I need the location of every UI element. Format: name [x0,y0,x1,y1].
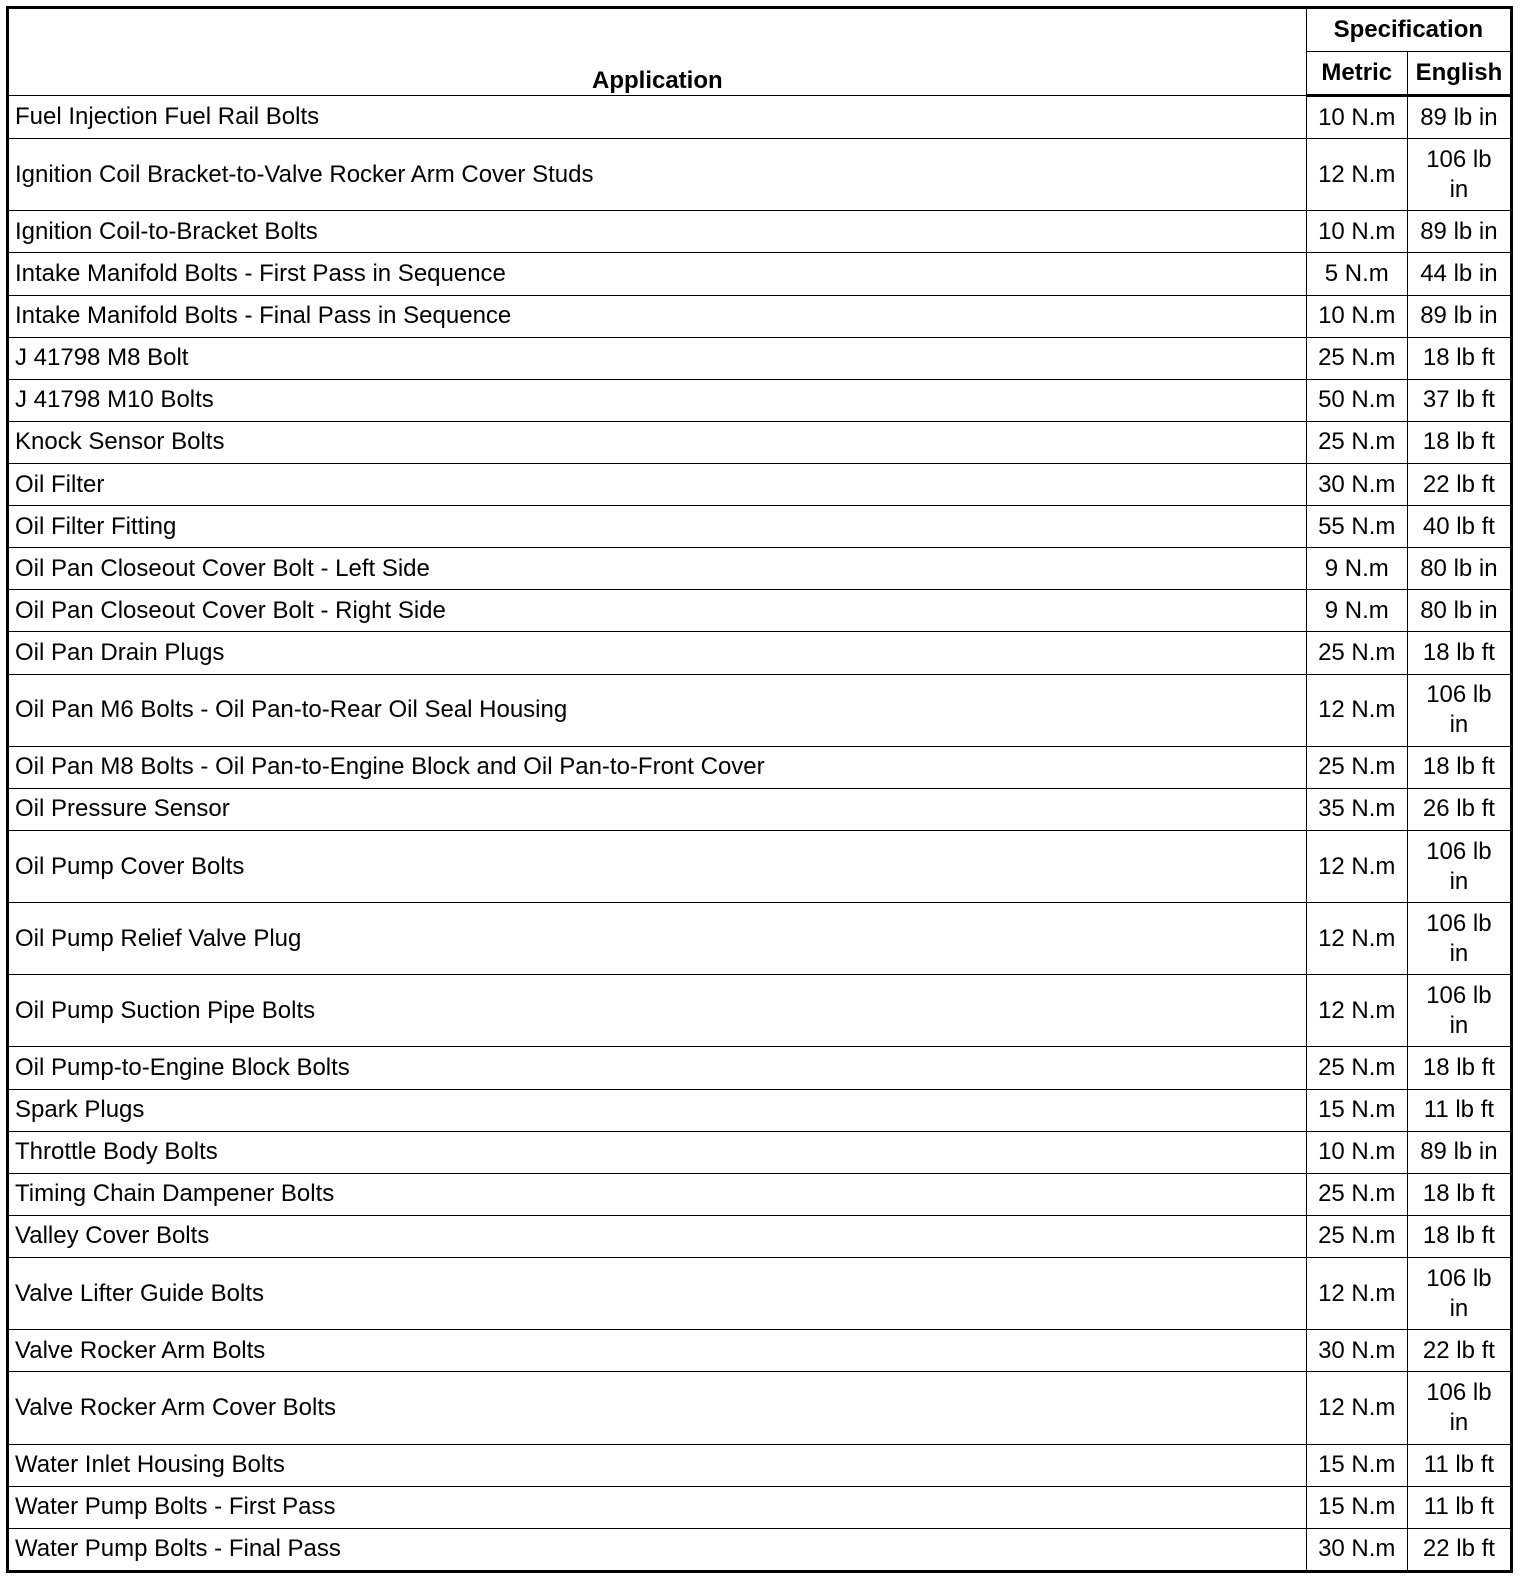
english-cell: 11 lb ft [1407,1089,1511,1131]
metric-cell: 12 N.m [1306,830,1407,902]
application-cell: Water Inlet Housing Bolts [8,1444,1307,1486]
english-cell: 44 lb in [1407,253,1511,295]
metric-cell: 10 N.m [1306,211,1407,253]
english-cell: 18 lb ft [1407,746,1511,788]
table-row [8,506,1512,548]
application-header: Application [8,8,1307,96]
application-cell: Oil Filter [8,463,1307,505]
metric-cell: 10 N.m [1306,1131,1407,1173]
english-header: English [1407,52,1511,96]
table-row [8,1330,1512,1372]
metric-cell: 25 N.m [1306,1173,1407,1215]
application-cell: Valve Lifter Guide Bolts [8,1258,1307,1330]
metric-cell: 10 N.m [1306,295,1407,337]
english-cell: 80 lb in [1407,548,1511,590]
torque-spec-table [6,6,1513,1573]
application-cell: Oil Pan M6 Bolts - Oil Pan-to-Rear Oil Seal Housing [8,674,1307,746]
application-cell: Oil Pan Drain Plugs [8,632,1307,674]
application-cell: Knock Sensor Bolts [8,421,1307,463]
english-cell: 22 lb ft [1407,1330,1511,1372]
application-cell: Oil Pan M8 Bolts - Oil Pan-to-Engine Block and Oil Pan-to-Front Cover [8,746,1307,788]
table-row [8,96,1512,139]
metric-cell: 12 N.m [1306,1258,1407,1330]
application-cell: Oil Pan Closeout Cover Bolt - Right Side [8,590,1307,632]
metric-cell: 30 N.m [1306,1330,1407,1372]
table-row [8,139,1512,211]
metric-cell: 25 N.m [1306,421,1407,463]
english-cell: 18 lb ft [1407,1047,1511,1089]
metric-cell: 9 N.m [1306,548,1407,590]
english-cell: 106 lb in [1407,1372,1511,1444]
application-cell: Oil Pump-to-Engine Block Bolts [8,1047,1307,1089]
english-cell: 89 lb in [1407,96,1511,139]
metric-cell: 15 N.m [1306,1486,1407,1528]
english-cell: 106 lb in [1407,903,1511,975]
english-cell: 18 lb ft [1407,632,1511,674]
application-cell: Spark Plugs [8,1089,1307,1131]
metric-cell: 55 N.m [1306,506,1407,548]
metric-cell: 30 N.m [1306,463,1407,505]
application-cell: Oil Pressure Sensor [8,788,1307,830]
table-row [8,788,1512,830]
application-cell: Water Pump Bolts - First Pass [8,1486,1307,1528]
metric-cell: 9 N.m [1306,590,1407,632]
application-cell: Valley Cover Bolts [8,1215,1307,1257]
application-cell: Oil Pump Suction Pipe Bolts [8,975,1307,1047]
table-row [8,674,1512,746]
table-row [8,1089,1512,1131]
application-cell: Oil Pump Relief Valve Plug [8,903,1307,975]
application-cell: J 41798 M10 Bolts [8,379,1307,421]
english-cell: 106 lb in [1407,139,1511,211]
english-cell: 80 lb in [1407,590,1511,632]
table-row [8,253,1512,295]
english-cell: 40 lb ft [1407,506,1511,548]
metric-cell: 15 N.m [1306,1444,1407,1486]
application-cell: Valve Rocker Arm Cover Bolts [8,1372,1307,1444]
application-cell: Oil Pan Closeout Cover Bolt - Left Side [8,548,1307,590]
english-cell: 11 lb ft [1407,1486,1511,1528]
english-cell: 18 lb ft [1407,1215,1511,1257]
table-row [8,903,1512,975]
table-row [8,211,1512,253]
english-cell: 89 lb in [1407,211,1511,253]
application-cell: Water Pump Bolts - Final Pass [8,1528,1307,1571]
metric-cell: 12 N.m [1306,139,1407,211]
english-cell: 37 lb ft [1407,379,1511,421]
table-row [8,590,1512,632]
metric-cell: 50 N.m [1306,379,1407,421]
english-cell: 106 lb in [1407,1258,1511,1330]
english-cell: 18 lb ft [1407,337,1511,379]
metric-cell: 25 N.m [1306,1215,1407,1257]
application-cell: Ignition Coil-to-Bracket Bolts [8,211,1307,253]
metric-header: Metric [1306,52,1407,96]
metric-cell: 12 N.m [1306,975,1407,1047]
table-row [8,1047,1512,1089]
application-cell: Throttle Body Bolts [8,1131,1307,1173]
application-cell: J 41798 M8 Bolt [8,337,1307,379]
table-row [8,1215,1512,1257]
metric-cell: 12 N.m [1306,674,1407,746]
english-cell: 106 lb in [1407,975,1511,1047]
table-row [8,1173,1512,1215]
metric-cell: 5 N.m [1306,253,1407,295]
table-row [8,746,1512,788]
table-row [8,379,1512,421]
english-cell: 18 lb ft [1407,1173,1511,1215]
application-cell: Intake Manifold Bolts - First Pass in Sequence [8,253,1307,295]
metric-cell: 15 N.m [1306,1089,1407,1131]
table-row [8,1444,1512,1486]
english-cell: 106 lb in [1407,830,1511,902]
metric-cell: 30 N.m [1306,1528,1407,1571]
specification-header: Specification [1306,8,1511,52]
table-row [8,975,1512,1047]
metric-cell: 12 N.m [1306,903,1407,975]
application-cell: Oil Filter Fitting [8,506,1307,548]
table-row [8,1372,1512,1444]
application-cell: Fuel Injection Fuel Rail Bolts [8,96,1307,139]
metric-cell: 10 N.m [1306,96,1407,139]
metric-cell: 25 N.m [1306,337,1407,379]
application-cell: Ignition Coil Bracket-to-Valve Rocker Arm Cover Studs [8,139,1307,211]
table-row [8,1131,1512,1173]
table-row [8,548,1512,590]
english-cell: 18 lb ft [1407,421,1511,463]
table-row [8,463,1512,505]
table-row [8,830,1512,902]
table-row [8,337,1512,379]
table-row [8,1528,1512,1571]
application-cell: Oil Pump Cover Bolts [8,830,1307,902]
metric-cell: 12 N.m [1306,1372,1407,1444]
english-cell: 11 lb ft [1407,1444,1511,1486]
metric-cell: 25 N.m [1306,1047,1407,1089]
table-row [8,1258,1512,1330]
table-row [8,421,1512,463]
metric-cell: 25 N.m [1306,632,1407,674]
metric-cell: 35 N.m [1306,788,1407,830]
english-cell: 22 lb ft [1407,463,1511,505]
application-cell: Intake Manifold Bolts - Final Pass in Sequence [8,295,1307,337]
metric-cell: 25 N.m [1306,746,1407,788]
english-cell: 89 lb in [1407,295,1511,337]
table-row [8,295,1512,337]
english-cell: 89 lb in [1407,1131,1511,1173]
english-cell: 26 lb ft [1407,788,1511,830]
application-cell: Timing Chain Dampener Bolts [8,1173,1307,1215]
english-cell: 22 lb ft [1407,1528,1511,1571]
english-cell: 106 lb in [1407,674,1511,746]
table-row [8,1486,1512,1528]
table-row [8,632,1512,674]
application-cell: Valve Rocker Arm Bolts [8,1330,1307,1372]
